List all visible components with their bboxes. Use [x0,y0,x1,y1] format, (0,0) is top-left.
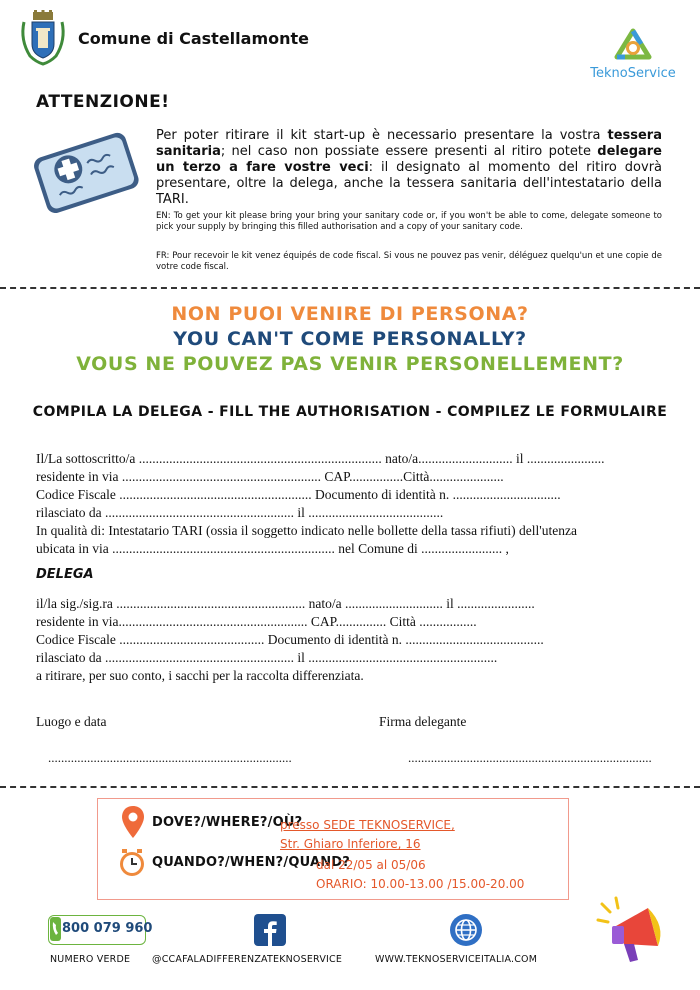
notice-bold-health-card: tessera sanitaria [156,128,662,159]
where-address-line2[interactable]: Str. Ghiaro Inferiore, 16 [280,837,421,851]
form-line-issued-by[interactable]: rilasciato da ........................................................ il ........................................ [36,505,444,520]
heading-english: YOU CAN'T COME PERSONALLY? [173,328,527,350]
when-label: QUANDO?/WHEN?/QUAND? [152,855,351,870]
delegate-line-address[interactable]: residente in via........................................................ CAP............... Città ................. [36,614,477,629]
place-date-label: Luogo e data [36,714,107,729]
notice-bold-delegate: delegare un terzo a fare vostre veci [156,144,662,175]
toll-free-label: NUMERO VERDE [50,954,131,965]
heading-italian: NON PUOI VENIRE DI PERSONA? [171,303,529,325]
heading-french: VOUS NE POUVEZ PAS VENIR PERSONELLEMENT? [76,353,624,375]
website-link[interactable]: WWW.TEKNOSERVICEITALIA.COM [375,954,538,965]
health-card-icon [30,126,142,218]
form-line-capacity: In qualità di: Intestatario TARI (ossia il soggetto indicato nelle bollette della tassa rifiuti) dell'utenza [36,523,577,538]
tekno-service-logo-text [585,66,681,81]
when-value [316,856,524,894]
delegate-line-issued-by[interactable]: rilasciato da ........................................................ il ........................................................ [36,650,498,665]
delegate-line-name[interactable]: il/la sig./sig.ra ........................................................ nato/a ............................. il ....................... [36,596,535,611]
form-line-tax-code[interactable]: Codice Fiscale ......................................................... Documento di identità n. ................................ [36,487,561,502]
phone-prefix: 800 [62,921,90,936]
notice-english-text: EN: To get your kit please bring your bring your sanitary code or, if you won't be able to come, delegate someone to pick your supply by bringing this filled authorisation and a copy of your sanitary code. [156,211,662,232]
municipal-crest-icon [18,10,68,66]
signature-label: Firma delegante [379,714,467,729]
notice-italian-text [156,128,662,208]
notice-text-3: : il designato al momento del ritiro dovrà presentare, oltre la delega, anche la tessera sanitaria dell'intestatario della TARI. [156,160,663,207]
notice-french-text: FR: Pour recevoir le kit venez équipés de code fiscal. Si vous ne pouvez pas venir, déléguez quelqu'un et une copie de votre code fiscal. [156,251,662,272]
logo-text-part1: Tekno [590,66,628,81]
megaphone-icon [594,896,670,968]
where-label: DOVE?/WHERE?/OÙ? [152,815,303,830]
form-line-address[interactable]: residente in via ........................................................... CAP................Città...................... [36,469,504,484]
toll-free-number[interactable] [62,921,152,936]
dashed-divider-bottom [0,786,700,788]
location-pin-icon [121,805,145,839]
delegate-line-tax-code[interactable]: Codice Fiscale ........................................... Documento di identità n. ......................................... [36,632,544,647]
when-hours: ORARIO: 10.00-13.00 /15.00-20.00 [316,877,525,891]
notice-text-1: Per poter ritirare il kit start-up è necessario presentare la vostra [156,128,608,143]
facebook-handle[interactable]: @CCAFALADIFFERENZATEKNOSERVICE [152,954,343,965]
notice-text-2: ; nel caso non possiate essere presenti al ritiro potete [220,144,598,159]
delega-heading: DELEGA [36,567,94,582]
signature-field[interactable]: ........................................................................... [408,750,652,765]
notice-title: ATTENZIONE! [36,92,170,112]
clock-icon [117,848,147,878]
globe-icon[interactable] [449,913,483,947]
place-date-field[interactable]: ........................................................................... [48,750,292,765]
form-line-name[interactable]: Il/La sottoscritto/a ........................................................................ nato/a............................ il ....................... [36,451,605,466]
form-instruction-heading: COMPILA LA DELEGA - FILL THE AUTHORISATION - COMPILEZ LE FORMULAIRE [32,404,668,420]
where-address-line1[interactable]: presso SEDE TEKNOSERVICE, [280,818,455,832]
logo-text-part2: Service [627,66,676,81]
dashed-divider-top [0,287,700,289]
phone-digits: 079 960 [89,921,153,936]
when-dates: dal 22/05 al 05/06 [316,858,426,872]
municipality-name: Comune di Castellamonte [78,29,309,48]
form-line-location[interactable]: ubicata in via .................................................................. nel Comune di ........................ , [36,541,509,556]
facebook-icon[interactable] [254,914,286,946]
where-address[interactable] [280,816,455,854]
delegate-line-purpose: a ritirare, per suo conto, i sacchi per la raccolta differenziata. [36,668,364,683]
